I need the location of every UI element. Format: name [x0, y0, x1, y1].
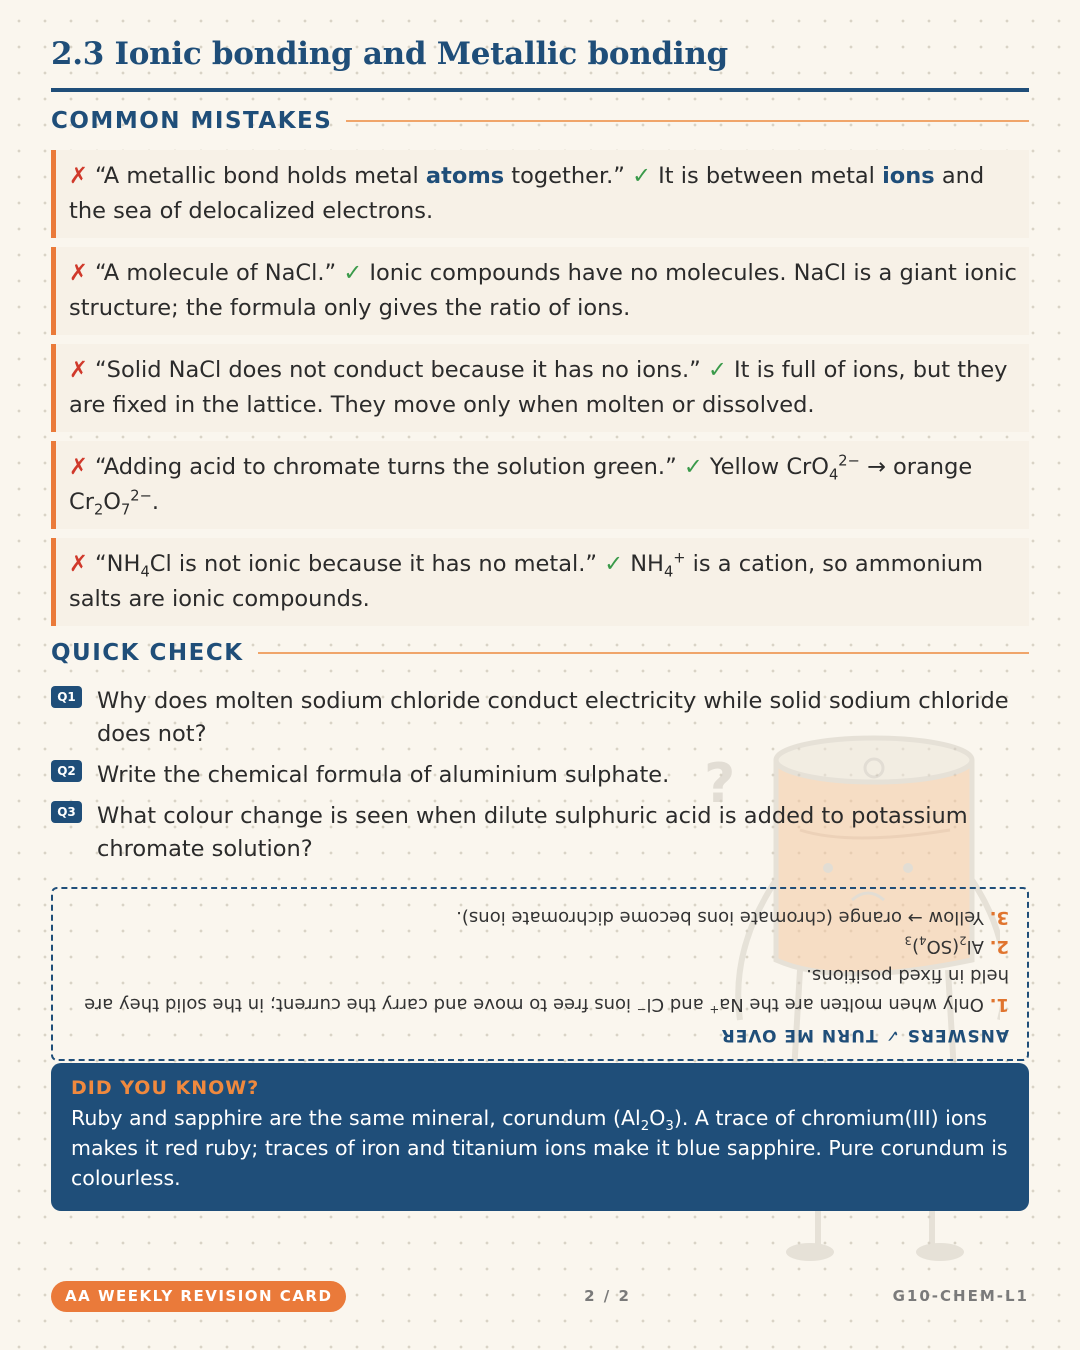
- answer-number: 3.: [989, 907, 1009, 928]
- did-you-know-box: [51, 1063, 1029, 1211]
- subscript: 4: [140, 563, 150, 581]
- answer-text: Only when molten are the Na: [719, 994, 990, 1015]
- answer-3: [71, 903, 1009, 932]
- cross-icon: ✗: [69, 357, 88, 383]
- subscript: 4: [919, 933, 927, 948]
- page-title: 2.3 Ionic bonding and Metallic bonding: [51, 36, 728, 72]
- answers-heading: ANSWERS ✓ TURN ME OVER: [720, 1025, 1009, 1045]
- subscript: 4: [663, 563, 674, 581]
- did-you-know-heading: DID YOU KNOW?: [71, 1077, 260, 1099]
- question-badge: Q2: [51, 760, 82, 782]
- subscript: 4: [829, 466, 839, 484]
- question-badge: Q1: [51, 686, 82, 708]
- check-icon: ✓: [683, 454, 703, 480]
- correct-statement-end: is a cation, so ammonium salts are ionic compounds.: [69, 551, 984, 612]
- correct-statement: It is full of ions, but they are fixed in the lattice. They move only when molten or dissolved.: [69, 357, 1008, 418]
- subscript: 7: [120, 501, 131, 519]
- subscript: 2: [640, 1119, 650, 1135]
- mistake-item: [51, 150, 1029, 238]
- emphasis-text: atoms: [425, 163, 505, 189]
- cross-icon: ✗: [69, 551, 88, 577]
- question-item: [51, 685, 1029, 751]
- question-text: What colour change is seen when dilute sulphuric acid is added to potassium chromate solution?: [97, 803, 968, 862]
- answer-text: Yellow → orange (chromate ions become dichromate ions).: [456, 907, 990, 928]
- mistake-item: [51, 247, 1029, 335]
- subscript: 3: [904, 933, 913, 948]
- wrong-statement: “Adding acid to chromate turns the solution green.”: [95, 454, 677, 480]
- page-number: 2 / 2: [584, 1287, 631, 1305]
- answer-text: (SO: [926, 936, 960, 957]
- title-divider: [51, 88, 1029, 92]
- superscript: 2−: [130, 487, 152, 505]
- answer-number: 1.: [989, 994, 1009, 1015]
- wrong-statement-end: together.”: [504, 163, 625, 189]
- answer-text: and Cl: [646, 994, 710, 1015]
- wrong-statement: “NH: [95, 551, 141, 577]
- answer-number: 2.: [989, 936, 1009, 957]
- subscript: 3: [665, 1119, 674, 1135]
- quick-check-heading: QUICK CHECK: [51, 640, 244, 666]
- common-mistakes-heading: COMMON MISTAKES: [51, 108, 333, 134]
- answer-text: ): [912, 936, 920, 957]
- mistakes-list: [51, 150, 1029, 635]
- heading-rule: [258, 652, 1029, 654]
- fact-text: ). A trace of chromium(III) ions makes it red ruby; traces of iron and titanium ions make it blue sapphire. Pure corundum is colourless.: [71, 1106, 1008, 1190]
- wrong-statement: “A molecule of NaCl.”: [95, 260, 337, 286]
- wrong-statement-end: Cl is not ionic because it has no metal.”: [149, 551, 598, 577]
- footer-badge: AA WEEKLY REVISION CARD: [51, 1281, 346, 1312]
- correct-statement-cont: → orange Cr: [69, 454, 973, 515]
- fact-text: O: [649, 1106, 666, 1130]
- cross-icon: ✗: [69, 454, 88, 480]
- cross-icon: ✗: [69, 163, 88, 189]
- check-icon: ✓: [604, 551, 624, 577]
- formula-part: O: [103, 489, 121, 515]
- fact-text: Ruby and sapphire are the same mineral, corundum (Al: [71, 1106, 641, 1130]
- check-icon: ✓: [343, 260, 363, 286]
- wrong-statement: “Solid NaCl does not conduct because it has no ions.”: [95, 357, 701, 383]
- check-icon: ✓: [708, 357, 727, 383]
- answers-box-upside-down: [51, 887, 1029, 1061]
- question-text: Why does molten sodium chloride conduct electricity while solid sodium chloride does not?: [97, 688, 1009, 747]
- superscript: +: [709, 1003, 720, 1017]
- correct-statement-end: .: [151, 489, 159, 515]
- quick-check-list: [51, 685, 1029, 874]
- answer-1: [71, 961, 1009, 1019]
- mistake-item: [51, 344, 1029, 432]
- superscript: +: [673, 549, 686, 567]
- cross-icon: ✗: [69, 260, 88, 286]
- mistake-item: [51, 441, 1029, 529]
- common-mistakes-header: [51, 108, 1029, 134]
- mistake-item: [51, 538, 1029, 626]
- superscript: 2−: [838, 452, 860, 470]
- question-badge: Q3: [51, 801, 82, 823]
- answer-text: ions free to move and carry the current; in the solid they are held in fixed positions.: [84, 965, 1009, 1015]
- question-item: [51, 800, 1029, 866]
- question-mark-icon: ?: [704, 752, 736, 815]
- question-text: Write the chemical formula of aluminium sulphate.: [97, 762, 670, 788]
- correct-statement: NH: [623, 551, 664, 577]
- answer-text: Al: [966, 936, 990, 957]
- correct-statement-end: and the sea of delocalized electrons.: [69, 163, 985, 224]
- wrong-statement: “A metallic bond holds metal: [95, 163, 426, 189]
- did-you-know-text: [71, 1103, 1009, 1193]
- heading-rule: [346, 120, 1029, 122]
- emphasis-text: ions: [882, 163, 935, 189]
- quick-check-header: [51, 640, 1029, 666]
- correct-statement: It is between metal: [650, 163, 883, 189]
- answer-2: [71, 932, 1009, 961]
- correct-statement: Ionic compounds have no molecules. NaCl is a giant ionic structure; the formula only gives the ratio of ions.: [69, 260, 1017, 321]
- card-code: G10-CHEM-L1: [892, 1287, 1029, 1305]
- correct-statement: Yellow CrO: [702, 454, 829, 480]
- superscript: −: [636, 1003, 647, 1017]
- subscript: 2: [959, 933, 967, 948]
- check-icon: ✓: [632, 163, 651, 189]
- subscript: 2: [93, 501, 104, 519]
- question-item: [51, 759, 1029, 792]
